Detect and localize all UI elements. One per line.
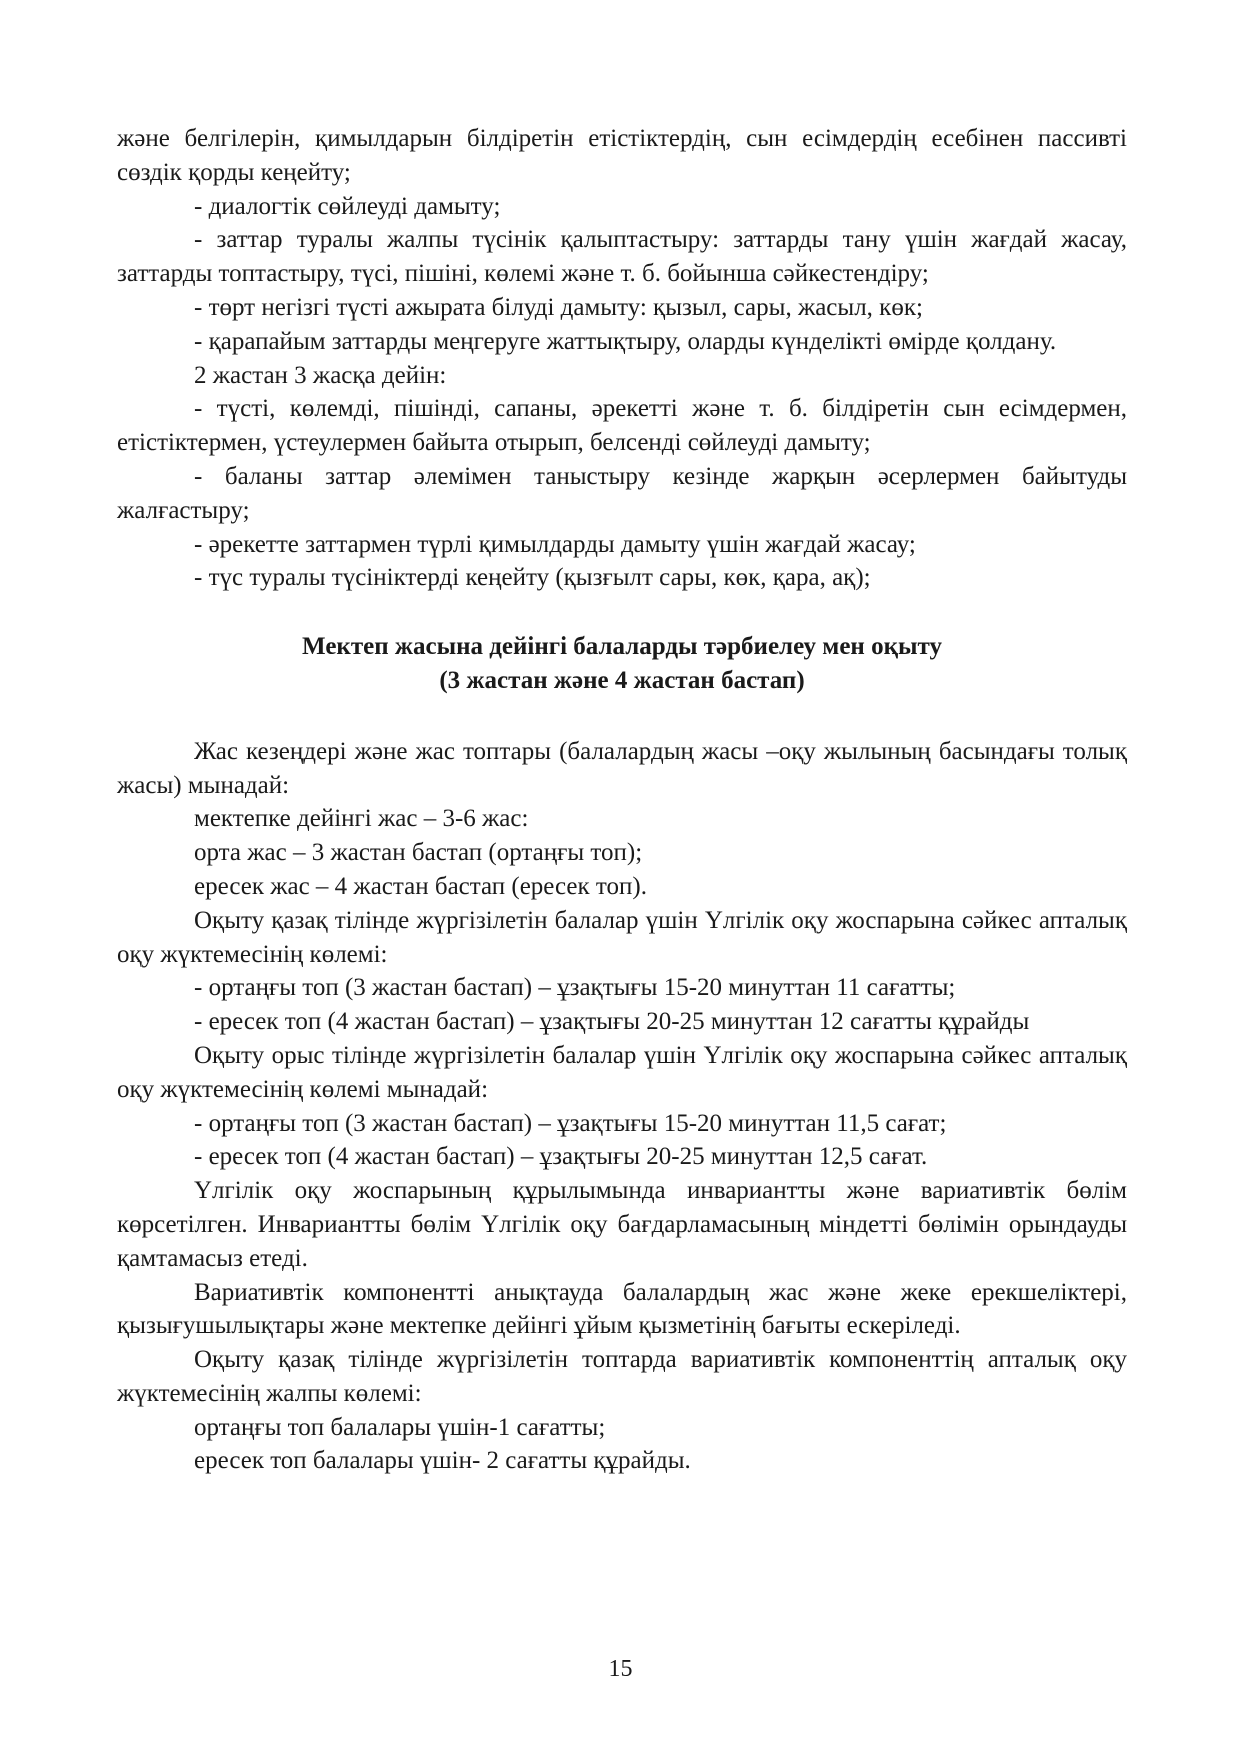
list-item-object-actions: - әрекетте заттармен түрлі қимылдарды дамыту үшін жағдай жасау; bbox=[194, 530, 916, 558]
paragraph-russian-load: Оқыту орыс тілінде жүргізілетін балалар үшін Үлгілік оқу жоспарына сәйкес апталық оқу жүктемесінің көлемі мынадай: bbox=[117, 1041, 1127, 1103]
paragraph-variative-component: Вариативтік компонентті анықтауда балалардың жас және жеке ерекшеліктері, қызығушылықтары және мектепке дейінгі ұйым қызметінің бағыты ескеріледі. bbox=[117, 1278, 1127, 1340]
section-heading-line-1: Мектеп жасына дейінгі балаларды тәрбиелеу мен оқыту bbox=[302, 633, 942, 661]
page-number: 15 bbox=[608, 1656, 633, 1682]
list-item-world-of-objects: - баланы заттар әлемімен таныстыру кезінде жарқын әсерлермен байытуды жалғастыру; bbox=[117, 462, 1127, 524]
list-item-middle-group-hours: ортаңғы топ балалары үшін-1 сағатты; bbox=[194, 1413, 606, 1441]
list-item-senior-group-hours: ересек топ балалары үшін- 2 сағатты құрайды. bbox=[194, 1447, 691, 1475]
list-item-objects-concept: - заттар туралы жалпы түсінік қалыптастыру: заттарды тану үшін жағдай жасау, заттарды топтастыру, түсі, пішіні, көлемі және т. б. бойынша сәйкестендіру; bbox=[117, 226, 1127, 288]
list-item-middle-age: орта жас – 3 жастан бастап (ортаңғы топ); bbox=[194, 839, 643, 867]
list-item-kazakh-middle-group: - ортаңғы топ (3 жастан бастап) – ұзақтығы 15-20 минуттан 11 сағатты; bbox=[194, 974, 956, 1002]
paragraph-passive-vocabulary: және белгілерін, қимылдарын білдіретін етістіктердің, сын есімдердің есебінен пассивті сөздік қорды кеңейту; bbox=[117, 125, 1127, 186]
list-item-dialogue: - диалогтік сөйлеуді дамыту; bbox=[194, 192, 501, 220]
list-item-kazakh-senior-group: - ересек топ (4 жастан бастап) – ұзақтығы 20-25 минуттан 12 сағатты құрайды bbox=[194, 1008, 1030, 1036]
paragraph-age-periods: Жас кезеңдері және жас топтары (балалардың жасы –оқу жылының басындағы толық жасы) мынадай: bbox=[117, 737, 1127, 799]
paragraph-plan-structure: Үлгілік оқу жоспарының құрылымында инвариантты және вариативтік бөлім көрсетілген. Инвариантты бөлім Үлгілік оқу бағдарламасының міндетті бөлімін орындауды қамтамасыз етеді. bbox=[117, 1177, 1127, 1272]
page-body bbox=[117, 122, 1127, 1478]
list-item-color-concepts: - түс туралы түсініктерді кеңейту (қызғылт сары, көк, қара, ақ); bbox=[194, 564, 871, 592]
list-item-active-speech: - түсті, көлемді, пішінді, сапаны, әрекетті және т. б. білдіретін сын есімдермен, етістіктермен, үстеулермен байыта отырып, белсенді сөйлеуді дамыту; bbox=[117, 395, 1127, 457]
paragraph-variative-load: Оқыту қазақ тілінде жүргізілетін топтарда вариативтік компоненттің апталық оқу жүктемесінің жалпы көлемі: bbox=[117, 1346, 1127, 1407]
list-item-preschool-age: мектепке дейінгі жас – 3-6 жас: bbox=[194, 805, 529, 833]
list-item-senior-age: ересек жас – 4 жастан бастап (ересек топ). bbox=[194, 872, 647, 900]
list-item-four-colors: - төрт негізгі түсті ажырата білуді дамыту: қызыл, сары, жасыл, көк; bbox=[194, 293, 923, 321]
age-range-label: 2 жастан 3 жасқа дейін: bbox=[194, 361, 447, 389]
list-item-russian-senior-group: - ересек топ (4 жастан бастап) – ұзақтығы 20-25 минуттан 12,5 сағат. bbox=[194, 1143, 928, 1171]
list-item-russian-middle-group: - ортаңғы топ (3 жастан бастап) – ұзақтығы 15-20 минуттан 11,5 сағат; bbox=[194, 1109, 947, 1137]
section-heading-line-2: (3 жастан және 4 жастан бастап) bbox=[439, 666, 805, 694]
list-item-simple-objects: - қарапайым заттарды меңгеруге жаттықтыру, оларды күнделікті өмірде қолдану. bbox=[194, 327, 1057, 355]
paragraph-kazakh-load: Оқыту қазақ тілінде жүргізілетін балалар үшін Үлгілік оқу жоспарына сәйкес апталық оқу жүктемесінің көлемі: bbox=[117, 906, 1127, 968]
